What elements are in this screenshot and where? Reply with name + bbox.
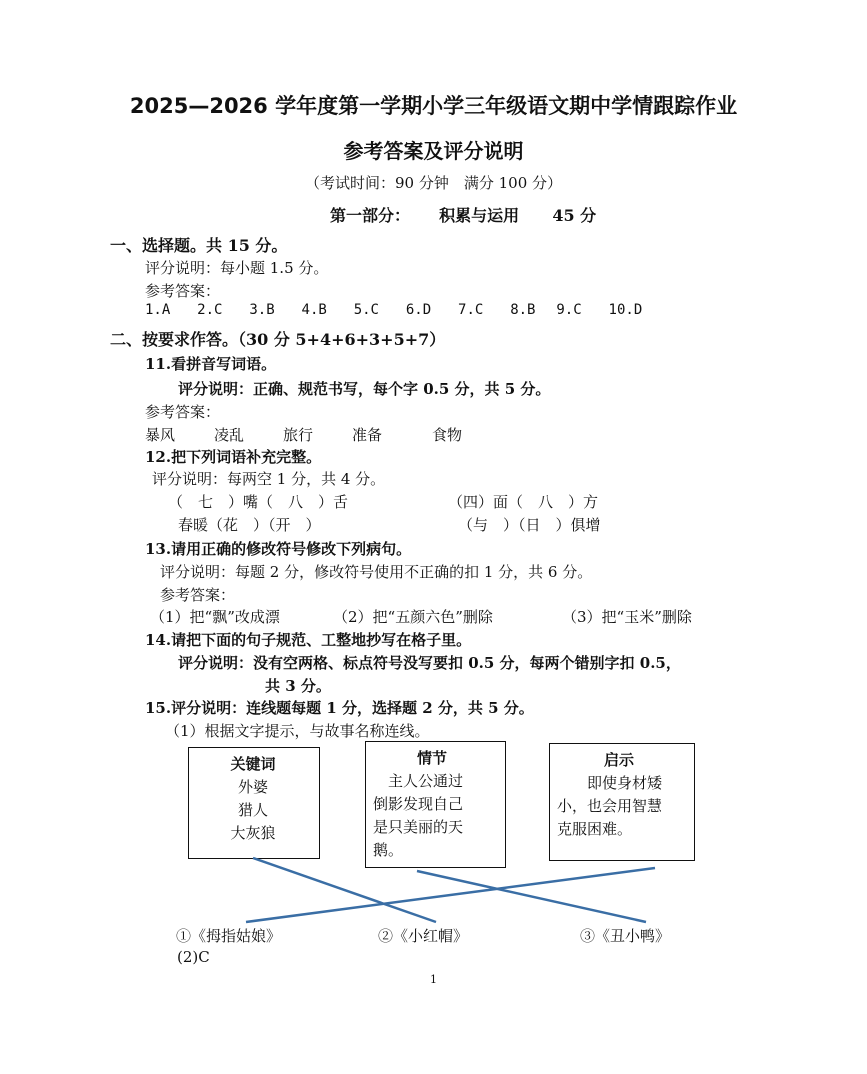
answer-5: 5.C: [353, 302, 379, 318]
plot-box-title: 情节: [416, 749, 447, 767]
match-line-keywords-to-red-riding-hood: [253, 858, 436, 922]
q13-answer-label: 参考答案：: [160, 586, 236, 604]
q11-title: 11.看拼音写词语。: [145, 355, 277, 373]
q11-word-2: 凌乱: [214, 426, 245, 444]
q11-word-4: 准备: [352, 426, 383, 444]
q11-word-5: 食物: [432, 426, 463, 444]
q15-title: 15.评分说明：连线题每题 1 分，选择题 2 分，共 5 分。: [145, 699, 534, 717]
q12-row2-right: （与 ）（日 ）俱增: [458, 516, 601, 534]
q14-scoring-line2: 共 3 分。: [265, 677, 331, 695]
plot-line: 是只美丽的天: [373, 818, 464, 836]
q15-answer-2: (2)C: [177, 948, 210, 966]
match-line-plot-to-ugly-duckling: [417, 871, 646, 922]
part-name: 积累与运用: [439, 206, 520, 225]
answer-8: 8.B: [510, 302, 536, 318]
q11-answer-label: 参考答案：: [145, 403, 221, 421]
q15-instruction: （1）根据文字提示，与故事名称连线。: [165, 722, 430, 740]
q13-answer-2: （2）把“五颜六色”删除: [333, 608, 493, 626]
answer-7: 7.C: [458, 302, 484, 318]
part-label: 第一部分：: [330, 206, 411, 225]
page-title: 2025—2026 学年度第一学期小学三年级语文期中学情跟踪作业: [129, 94, 738, 118]
plot-line: 鹅。: [373, 841, 404, 859]
answer-10: 10.D: [608, 302, 643, 318]
moral-line: 克服困难。: [557, 820, 633, 838]
answer-2: 2.C: [197, 302, 223, 318]
q11-word-3: 旅行: [283, 426, 314, 444]
plot-line: 倒影发现自己: [373, 795, 464, 813]
answer-3: 3.B: [249, 302, 275, 318]
section1-answer-label: 参考答案：: [145, 282, 221, 300]
moral-line: 即使身材矮: [557, 774, 663, 792]
story-little-red-riding-hood: ②《小红帽》: [378, 927, 469, 945]
page-subtitle: 参考答案及评分说明: [343, 139, 524, 163]
moral-line: 小，也会用智慧: [557, 797, 663, 815]
q12-row2-left: 春暖（花 ）（开 ）: [178, 516, 321, 534]
q12-row1-right: （四）面（ 八 ）方: [448, 493, 599, 511]
q12-title: 12.把下列词语补充完整。: [145, 448, 322, 466]
q13-scoring: 评分说明：每题 2 分，修改符号使用不正确的扣 1 分，共 6 分。: [160, 563, 593, 581]
keyword-item: 外婆: [237, 778, 268, 796]
q14-title: 14.请把下面的句子规范、工整地抄写在格子里。: [145, 631, 472, 649]
answer-6: 6.D: [405, 302, 432, 318]
section2-heading: 二、按要求作答。（30 分 5+4+6+3+5+7）: [110, 330, 446, 349]
answer-4: 4.B: [301, 302, 327, 318]
q13-answer-1: （1）把“飘”改成漂: [150, 608, 280, 626]
page-number: 1: [430, 973, 437, 986]
story-thumbelina: ①《拇指姑娘》: [176, 927, 282, 945]
answer-1: 1.A: [145, 302, 171, 318]
moral-box-title: 启示: [603, 751, 634, 769]
story-ugly-duckling: ③《丑小鸭》: [580, 927, 671, 945]
section1-heading: 一、选择题。共 15 分。: [110, 236, 288, 255]
q12-row1-left: （ 七 ）嘴（ 八 ）舌: [168, 493, 349, 511]
q13-title: 13.请用正确的修改符号修改下列病句。: [145, 540, 412, 558]
exam-info: （考试时间：90 分钟 满分 100 分）: [304, 174, 563, 192]
part-score: 45 分: [552, 206, 597, 225]
q11-word-1: 暴风: [145, 426, 176, 444]
keyword-item: 猎人: [237, 801, 268, 819]
q13-answer-3: （3）把“玉米”删除: [562, 608, 692, 626]
plot-line: 主人公通过: [373, 772, 464, 790]
q12-scoring: 评分说明：每两空 1 分，共 4 分。: [152, 470, 386, 488]
section1-scoring: 评分说明：每小题 1.5 分。: [145, 259, 329, 277]
answer-9: 9.C: [556, 302, 582, 318]
q14-scoring-line1: 评分说明：没有空两格、标点符号没写要扣 0.5 分，每两个错别字扣 0.5，: [178, 654, 681, 672]
keywords-box-title: 关键词: [230, 755, 276, 773]
q11-scoring: 评分说明：正确、规范书写，每个字 0.5 分，共 5 分。: [178, 380, 551, 398]
keyword-item: 大灰狼: [230, 824, 276, 842]
